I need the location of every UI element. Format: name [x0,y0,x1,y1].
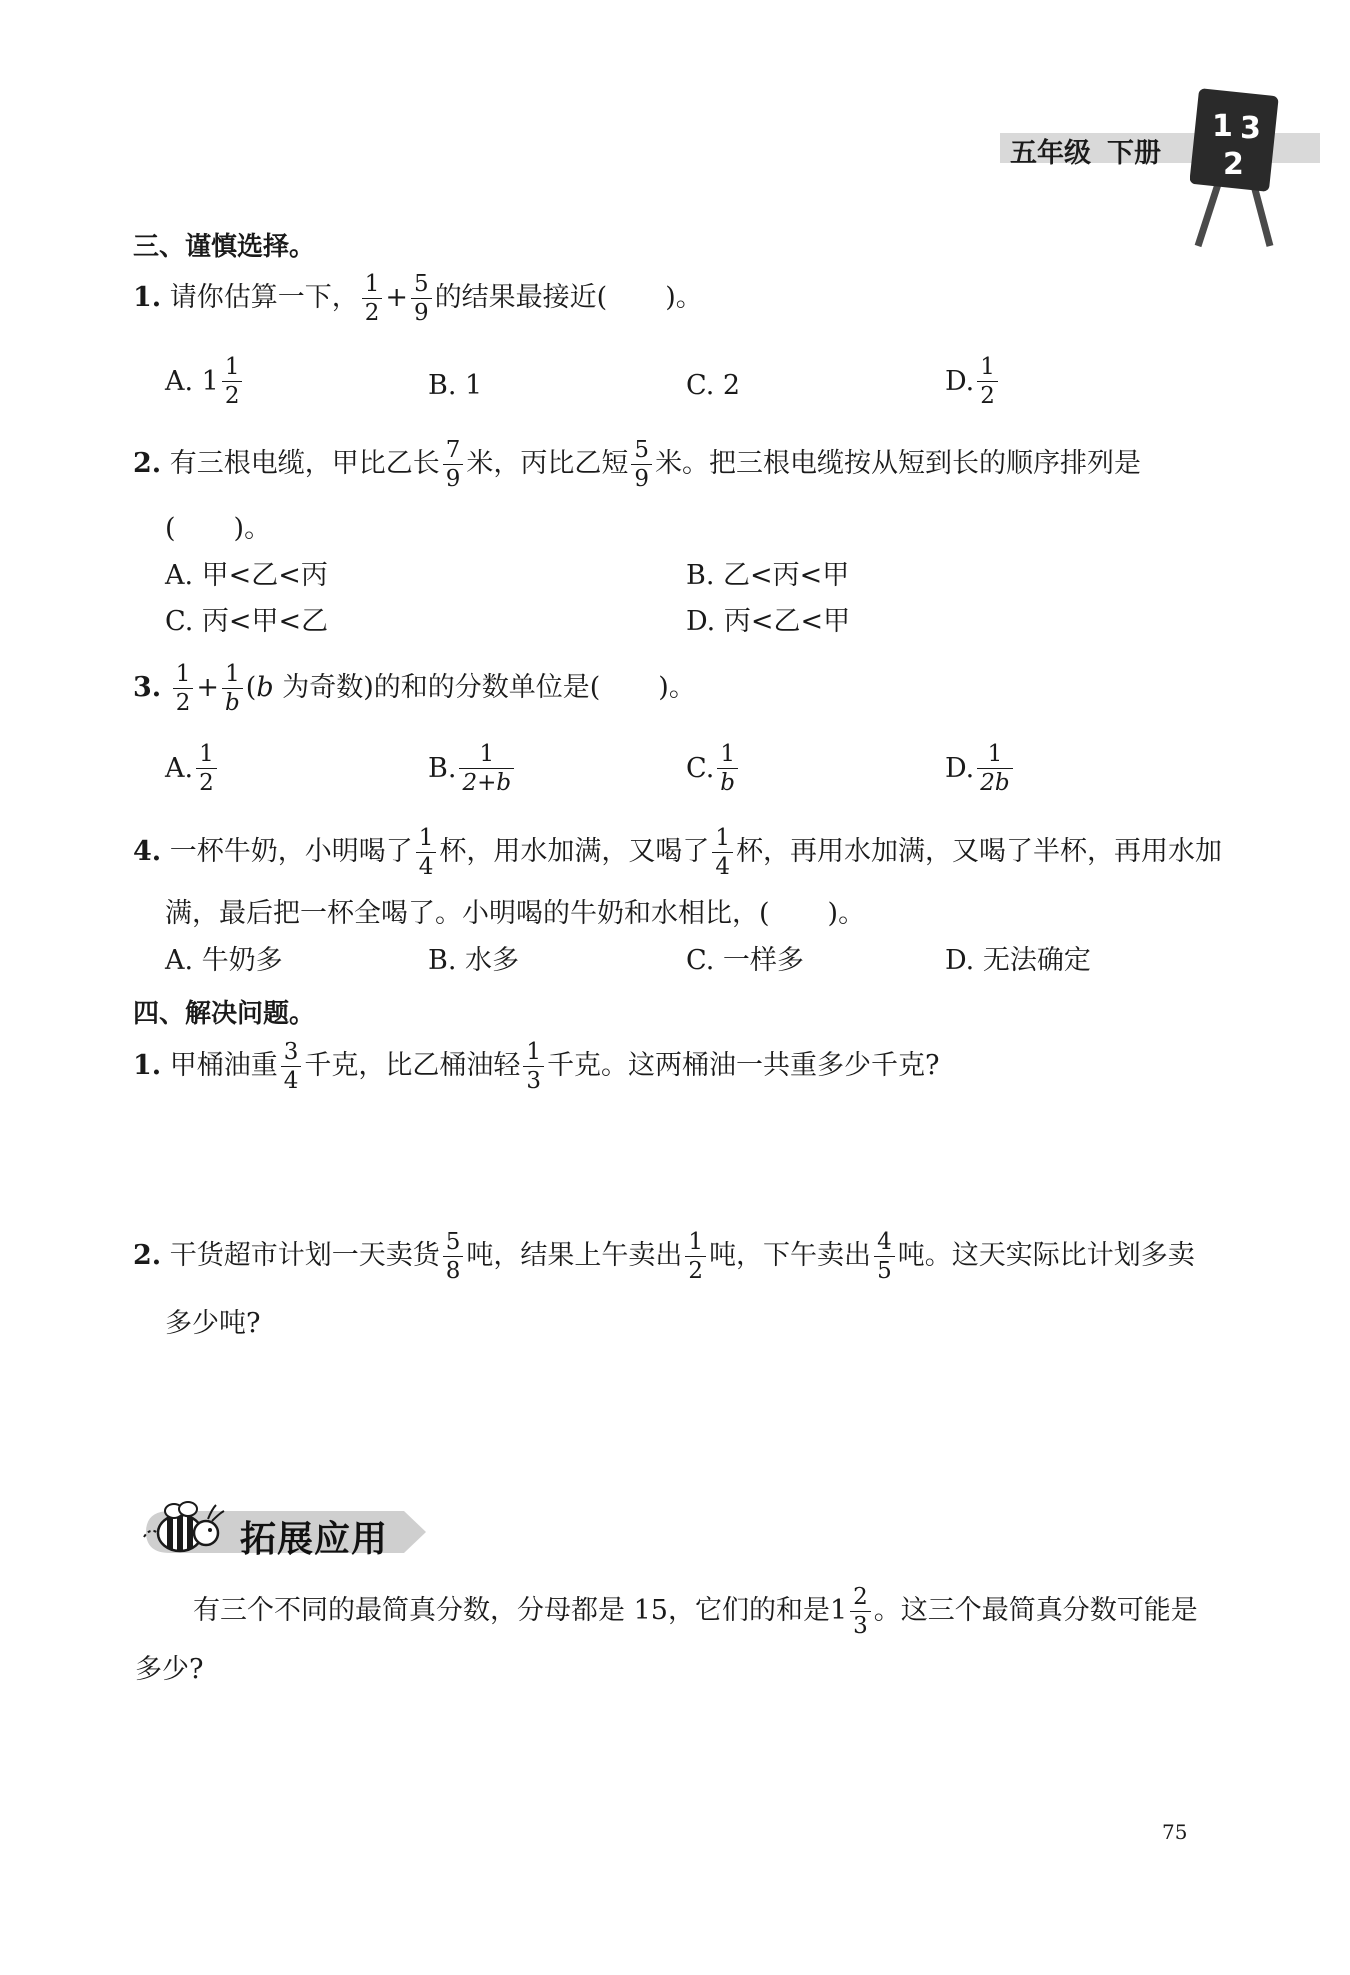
fraction: $\frac{2}{3}$ [850,1585,871,1638]
q2-option-d[interactable]: D. 丙<乙<甲 [686,606,851,637]
variable-b: b [256,672,274,704]
plus-sign: + [196,672,220,704]
q3-option-d[interactable]: D. $\frac{1}{2b}$ [945,742,1016,795]
q2-text: 米，丙比乙短 [466,448,629,480]
q1-option-d[interactable]: D. $\frac{1}{2}$ [945,355,1001,408]
q4-option-b[interactable]: B. 水多 [428,945,520,976]
bee-icon [140,1497,236,1561]
section4-title: 四、解决问题。 [133,999,316,1029]
page-number: 75 [1162,1820,1188,1844]
q2-option-b[interactable]: B. 乙<丙<甲 [686,560,850,591]
fraction: $\frac{1}{2}$ [685,1230,706,1283]
p1-text: 千克，比乙桶油轻 [304,1050,521,1082]
p2-text: 吨。这天实际比计划多卖 [897,1240,1195,1272]
q3-option-a[interactable]: A. $\frac{1}{2}$ [165,742,220,795]
board-digit: 1 [1212,109,1233,144]
q4-text: 一杯牛奶，小明喝了 [169,836,413,868]
fraction: $\frac{5}{9}$ [411,272,432,325]
answer-paren: )。 [658,672,696,704]
q4-text: 杯，再用水加满，又喝了半杯，再用水加 [736,836,1223,868]
p2-line2: 多少吨? [165,1308,261,1339]
q3-text: ( [245,672,257,704]
q2-number: 2. [133,448,162,480]
extension-text: 。这三个最简真分数可能是 [873,1595,1198,1627]
volume-text: 下册 [1107,138,1161,169]
question-3 [133,662,696,715]
p2-number: 2. [133,1240,162,1272]
fraction: $\frac{1}{b}$ [717,742,738,795]
q2-text: 有三根电缆，甲比乙长 [169,448,440,480]
p2-text: 吨，下午卖出 [709,1240,872,1272]
p1-number: 1. [133,1050,162,1082]
q1-option-b[interactable]: B. 1 [428,370,483,401]
fraction: $\frac{1}{3}$ [523,1040,544,1093]
fraction: $\frac{1}{2}$ [222,355,243,408]
p2-text: 吨，结果上午卖出 [466,1240,683,1272]
q2-text: 米。把三根电缆按从短到长的顺序排列是 [655,448,1142,480]
answer-paren: )。 [827,898,866,929]
fraction: $\frac{1}{b}$ [222,662,243,715]
q3-option-b[interactable]: B. $\frac{1}{2+b}$ [428,742,517,795]
extension-title: 拓展应用 [240,1519,389,1560]
fraction: $\frac{7}{9}$ [443,438,464,491]
question-4 [133,826,1222,879]
q4-text: 杯，用水加满，又喝了 [439,836,710,868]
fraction: $\frac{1}{2}$ [977,355,998,408]
fraction: $\frac{1}{2}$ [362,272,383,325]
question-2 [133,438,1141,491]
p1-text: 甲桶油重 [169,1050,278,1082]
extension-problem [193,1585,1198,1638]
fraction: $\frac{1}{2}$ [173,662,194,715]
fraction: $\frac{1}{4}$ [416,826,437,879]
q1-number: 1. [133,282,162,314]
question-1 [133,272,703,325]
extension-text: 有三个不同的最简真分数，分母都是 15，它们的和是1 [193,1595,848,1627]
fraction: $\frac{5}{8}$ [443,1230,464,1283]
fraction: $\frac{1}{2+b}$ [459,742,514,795]
q4-number: 4. [133,836,162,868]
fraction: $\frac{5}{9}$ [631,438,652,491]
p1-text: 千克。这两桶油一共重多少千克? [547,1050,940,1082]
board-digit: 2 [1223,147,1244,182]
grade-text: 五年级 [1010,138,1091,169]
header-grade-label [1010,131,1177,170]
fraction: $\frac{1}{4}$ [712,826,733,879]
answer-paren: )。 [665,282,703,314]
p2-text: 干货超市计划一天卖货 [169,1240,440,1272]
plus-sign: + [385,282,409,314]
q1-text: 请你估算一下， [169,282,359,314]
problem-1 [133,1040,940,1093]
q2-answer-paren: ( )。 [165,513,272,544]
extension-line2: 多少? [135,1654,204,1685]
q2-option-a[interactable]: A. 甲<乙<丙 [165,560,328,591]
board-digit: 3 [1240,111,1261,146]
section3-title: 三、谨慎选择。 [133,232,316,262]
blackboard-icon [1190,88,1290,248]
q2-option-c[interactable]: C. 丙<甲<乙 [165,606,329,637]
q3-number: 3. [133,672,162,704]
q1-option-a[interactable]: A. 1 $\frac{1}{2}$ [165,355,245,408]
q4-option-d[interactable]: D. 无法确定 [945,945,1091,976]
q3-text: 为奇数)的和的分数单位是( [273,672,601,704]
q4-option-c[interactable]: C. 一样多 [686,945,804,976]
fraction: $\frac{1}{2b}$ [977,742,1012,795]
problem-2 [133,1230,1195,1283]
q1-option-c[interactable]: C. 2 [686,370,741,401]
q3-option-c[interactable]: C. $\frac{1}{b}$ [686,742,741,795]
fraction: $\frac{4}{5}$ [874,1230,895,1283]
q4-option-a[interactable]: A. 牛奶多 [165,945,283,976]
fraction: $\frac{1}{2}$ [196,742,217,795]
q1-text: 的结果最接近( [434,282,608,314]
fraction: $\frac{3}{4}$ [281,1040,302,1093]
q4-line2: 满，最后把一杯全喝了。小明喝的牛奶和水相比，( )。 [165,898,866,929]
